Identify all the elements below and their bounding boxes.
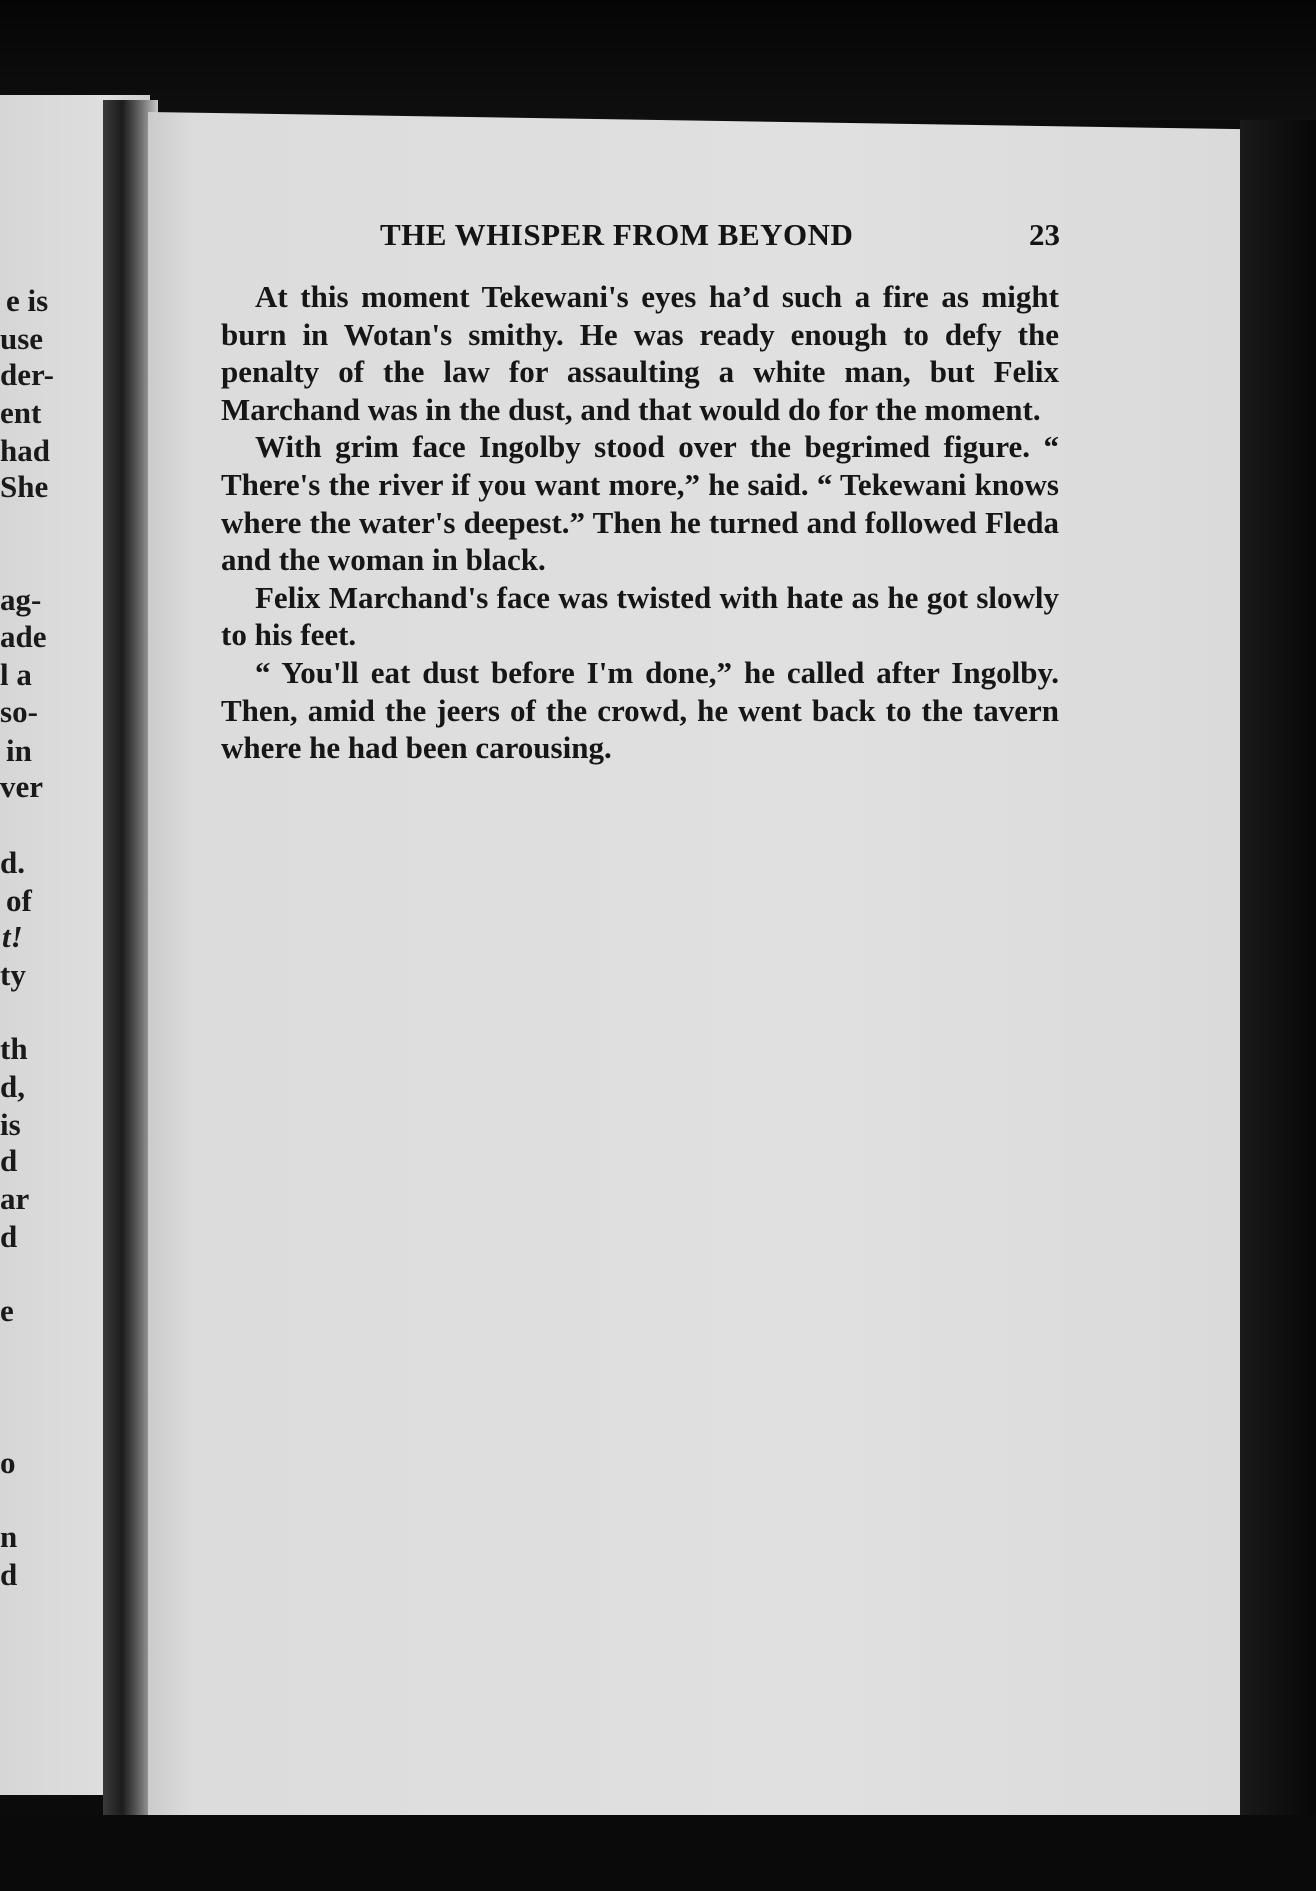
scan-bottom-shadow	[0, 1815, 1316, 1891]
scan-right-edge	[1240, 120, 1316, 1891]
left-fragment: d,	[0, 1069, 25, 1104]
left-fragment: der-	[0, 357, 54, 392]
left-fragment: ade	[0, 619, 47, 654]
left-fragment: in	[6, 733, 32, 768]
left-fragment: n	[0, 1519, 18, 1554]
left-fragment: so-	[0, 694, 38, 729]
left-fragment: use	[0, 321, 44, 356]
left-fragment: She	[0, 469, 49, 504]
left-fragment: of	[6, 883, 32, 918]
left-fragment: ag-	[0, 582, 42, 617]
left-fragment: d	[0, 1557, 18, 1592]
left-fragment: is	[0, 1107, 21, 1142]
left-fragment: e	[0, 1293, 14, 1328]
left-fragment: d.	[0, 845, 25, 880]
left-fragment: ver	[0, 769, 44, 804]
left-fragment: o	[0, 1445, 16, 1480]
scan-top-shadow	[0, 0, 1316, 120]
paragraph: “ You'll eat dust before I'm done,” he called after Ingolby. Then, amid the jeers of the crowd, he went back to the tavern where he had been carousing.	[221, 654, 1059, 766]
left-fragment: d	[0, 1219, 18, 1254]
page-body	[221, 278, 1059, 767]
left-fragment: ty	[0, 957, 26, 992]
left-fragment: had	[0, 433, 50, 468]
running-header	[380, 217, 1060, 257]
page-number: 23	[1029, 217, 1060, 252]
paragraph: At this moment Tekewani's eyes ha’d such a fire as might burn in Wotan's smithy. He was ready enough to defy the penalty of the law for assaulting a white man, but Felix Marchand was in the dust, and that would do for the moment.	[221, 279, 1059, 427]
left-fragment: th	[0, 1031, 28, 1066]
running-title: THE WHISPER FROM BEYOND	[380, 217, 854, 252]
paragraph: Felix Marchand's face was twisted with hate as he got slowly to his feet.	[221, 579, 1059, 653]
paragraph: With grim face Ingolby stood over the begrimed figure. “ There's the river if you want more,” he said. “ Tekewani knows where the water's deepest.” Then he turned and followed Fleda and the woman in black.	[221, 429, 1059, 578]
left-fragment: t!	[2, 919, 23, 954]
left-fragment: d	[0, 1143, 18, 1178]
left-fragment: ent	[0, 395, 42, 430]
left-fragment: l a	[0, 657, 32, 692]
left-fragment: ar	[0, 1181, 30, 1216]
left-fragment: e is	[6, 283, 49, 318]
